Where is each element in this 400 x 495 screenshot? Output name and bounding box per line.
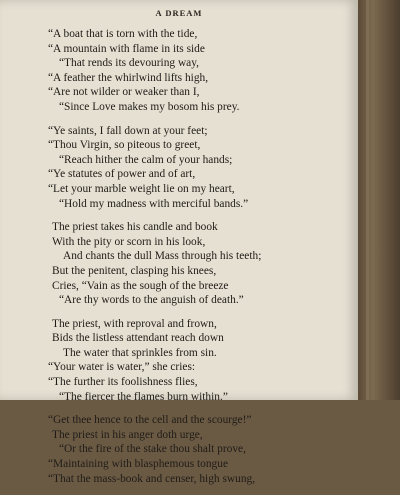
poem-line: “A mountain with flame in its side xyxy=(48,42,205,55)
poem-line: “Maintaining with blasphemous tongue xyxy=(48,458,229,471)
poem-line: The priest in his anger doth urge, xyxy=(52,428,203,441)
poem-line: “Are not wilder or weaker than I, xyxy=(48,86,200,99)
stanza-3 xyxy=(0,220,358,308)
poem-line: And chants the dull Mass through his teeth; xyxy=(63,250,262,263)
poem-line: “Thou Virgin, so piteous to greet, xyxy=(48,139,201,152)
poem-line: “A feather the whirlwind lifts high, xyxy=(48,71,209,84)
page-edge xyxy=(366,0,369,400)
poem-line: “Are thy words to the anguish of death.” xyxy=(59,294,244,307)
stanza-4 xyxy=(0,317,358,405)
poem-line: “That rends its devouring way, xyxy=(59,57,200,70)
poem-line: The priest, with reproval and frown, xyxy=(52,317,217,330)
poem-line: “Since Love makes my bosom his prey. xyxy=(59,100,240,113)
poem-line: “Reach hither the calm of your hands; xyxy=(59,153,233,166)
stanza-2 xyxy=(0,124,358,212)
poem-line: “Hold my madness with merciful bands.” xyxy=(59,197,249,210)
poem-line: Bids the listless attendant reach down xyxy=(52,332,224,345)
poem-line: “Ye statutes of power and of art, xyxy=(48,168,196,181)
poem-line: Cries, “Vain as the sough of the breeze xyxy=(52,279,229,292)
stanza-1 xyxy=(0,27,358,115)
poem-line: The water that sprinkles from sin. xyxy=(63,346,217,359)
poem-line: The priest takes his candle and book xyxy=(52,221,218,234)
poem-line: “A boat that is torn with the tide, xyxy=(48,28,198,40)
poem-line: “Ye saints, I fall down at your feet; xyxy=(48,124,208,137)
poem-line: “The further its foolishness flies, xyxy=(48,376,198,389)
poem-line: But the penitent, clasping his knees, xyxy=(52,264,217,277)
poem-body xyxy=(0,27,358,495)
poem-line: “The fiercer the flames burn within.” xyxy=(59,390,228,403)
poem-line: “Your water is water,” she cries: xyxy=(48,361,196,374)
stanza-5 xyxy=(0,413,358,486)
poem-line: “Let your marble weight lie on my heart, xyxy=(48,182,235,195)
book-spine-gutter xyxy=(358,0,400,400)
poem-line: “Get thee hence to the cell and the scourge!” xyxy=(48,414,252,427)
poem-line: “That the mass-book and censer, high swung, xyxy=(48,472,256,485)
page-heading: A DREAM xyxy=(155,8,203,18)
poem-line: “Or the fire of the stake thou shalt prove, xyxy=(59,443,246,456)
poem-line: With the pity or scorn in his look, xyxy=(52,235,206,248)
